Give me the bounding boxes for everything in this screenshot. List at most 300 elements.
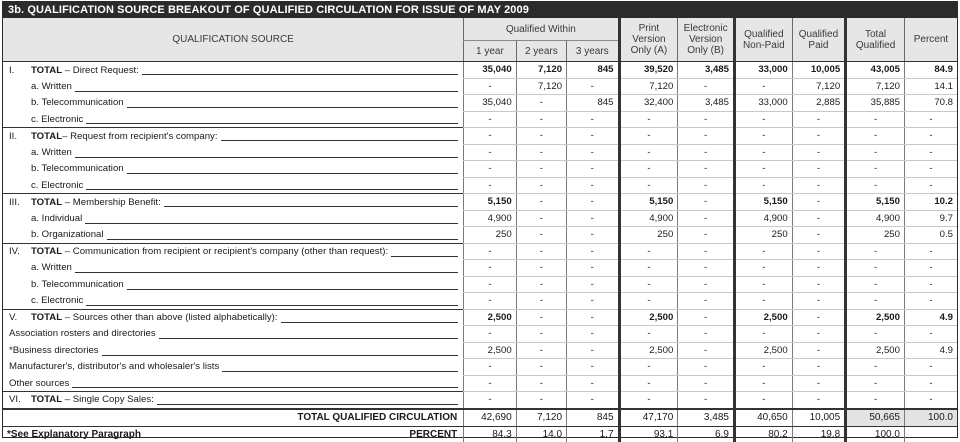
value-cell: 7,120 [846, 78, 905, 95]
value-cell: - [464, 177, 516, 194]
value-cell: - [567, 309, 620, 326]
value-cell: - [734, 78, 792, 95]
value-cell: - [567, 78, 620, 95]
source-text: Other sources [9, 377, 70, 389]
header-2-years: 2 years [516, 41, 566, 62]
value-cell: - [792, 342, 846, 359]
value-cell: - [464, 161, 516, 178]
source-label [3, 210, 464, 227]
value-cell: 32,400 [619, 95, 678, 112]
value-cell: - [567, 359, 620, 376]
source-label [3, 359, 464, 376]
value-cell: 84.9 [904, 62, 957, 79]
value-cell: - [846, 111, 905, 128]
value-cell: - [678, 128, 735, 145]
value-cell: - [619, 276, 678, 293]
value-cell: - [567, 392, 620, 409]
value-cell: - [567, 161, 620, 178]
source-text: b. Telecommunication [31, 278, 124, 290]
fill-line [9, 91, 458, 92]
value-cell: - [464, 326, 516, 343]
total-keyword: TOTAL [31, 196, 63, 208]
header-qualified-paid: Qualified Paid [792, 18, 846, 62]
value-cell: - [792, 227, 846, 244]
source-text: – Communication from recipient or recipient's company (other than request): [62, 246, 389, 257]
value-cell: 39,520 [619, 62, 678, 79]
value-cell: - [734, 260, 792, 277]
total-keyword: TOTAL [31, 130, 63, 142]
value-cell: 250 [464, 227, 516, 244]
table-row [3, 359, 957, 376]
value-cell: 250 [734, 227, 792, 244]
table-row [3, 62, 957, 79]
roman-numeral: III. [9, 196, 20, 208]
value-cell: - [464, 392, 516, 409]
value-cell: - [904, 326, 957, 343]
value-cell: - [792, 161, 846, 178]
table-row [3, 309, 957, 326]
table-row [3, 243, 957, 260]
value-cell: - [619, 293, 678, 310]
total-cell: 100.0 [904, 409, 957, 427]
value-cell: 10,005 [792, 62, 846, 79]
total-keyword: TOTAL [31, 312, 63, 323]
value-cell: - [678, 375, 735, 392]
value-cell: - [567, 194, 620, 211]
value-cell: 9.7 [904, 210, 957, 227]
value-cell: - [567, 210, 620, 227]
source-text: Manufacturer's, distributor's and wholesaler's lists [9, 361, 220, 373]
source-text: b. Telecommunication [31, 163, 124, 175]
source-text: a. Written [31, 262, 72, 274]
value-cell: - [516, 392, 566, 409]
value-cell: 2,500 [619, 309, 678, 326]
source-text: a. Written [31, 146, 72, 158]
value-cell: - [846, 359, 905, 376]
value-cell: - [464, 78, 516, 95]
value-cell: - [678, 144, 735, 161]
value-cell: - [904, 276, 957, 293]
total-cell: 42,690 [464, 409, 516, 427]
roman-numeral: VI. [9, 394, 21, 406]
value-cell: - [846, 276, 905, 293]
source-text: – Membership Benefit: [62, 196, 161, 208]
value-cell: - [516, 293, 566, 310]
table-row [3, 227, 957, 244]
value-cell: 2,500 [734, 309, 792, 326]
value-cell: 5,150 [846, 194, 905, 211]
value-cell: - [792, 260, 846, 277]
value-cell: - [464, 243, 516, 260]
source-text: c. Electronic [31, 179, 84, 191]
source-text: *Business directories [9, 344, 99, 356]
value-cell: 4.9 [904, 309, 957, 326]
value-cell: - [464, 260, 516, 277]
table-row [3, 128, 957, 145]
value-cell: 2,500 [464, 309, 516, 326]
value-cell: - [678, 260, 735, 277]
header-electronic-version: Electronic Version Only (B) [678, 18, 735, 62]
source-label [3, 78, 464, 95]
value-cell: - [846, 128, 905, 145]
total-row-label: TOTAL QUALIFIED CIRCULATION [3, 409, 464, 427]
value-cell: - [846, 392, 905, 409]
value-cell: - [792, 293, 846, 310]
value-cell: - [619, 161, 678, 178]
value-cell: - [619, 177, 678, 194]
percent-cell: 100.0 [846, 426, 905, 442]
header-1-year: 1 year [464, 41, 516, 62]
source-label [3, 227, 464, 244]
value-cell: - [846, 293, 905, 310]
total-cell: 3,485 [678, 409, 735, 427]
total-cell: 10,005 [792, 409, 846, 427]
value-cell: 14.1 [904, 78, 957, 95]
value-cell: - [619, 243, 678, 260]
value-cell: - [516, 144, 566, 161]
value-cell: - [904, 359, 957, 376]
value-cell: - [516, 111, 566, 128]
value-cell: 35,040 [464, 95, 516, 112]
value-cell: - [792, 309, 846, 326]
total-cell: 40,650 [734, 409, 792, 427]
value-cell: - [678, 177, 735, 194]
value-cell: 4,900 [846, 210, 905, 227]
table-row [3, 342, 957, 359]
value-cell: - [846, 144, 905, 161]
header-print-version: Print Version Only (A) [619, 18, 678, 62]
value-cell: - [792, 144, 846, 161]
total-keyword: TOTAL [31, 394, 63, 406]
header-qualification-source: QUALIFICATION SOURCE [3, 18, 464, 62]
source-label [3, 309, 464, 326]
qualification-source-table [3, 18, 957, 442]
value-cell: 33,000 [734, 95, 792, 112]
value-cell: - [678, 309, 735, 326]
value-cell: - [904, 128, 957, 145]
value-cell: - [904, 144, 957, 161]
value-cell: - [734, 359, 792, 376]
value-cell: - [734, 392, 792, 409]
roman-numeral: IV. [9, 246, 20, 257]
value-cell: - [734, 375, 792, 392]
value-cell: 2,500 [846, 309, 905, 326]
source-text: c. Electronic [31, 113, 84, 125]
value-cell: 2,500 [846, 342, 905, 359]
value-cell: - [516, 210, 566, 227]
value-cell: - [678, 293, 735, 310]
total-keyword: TOTAL [31, 64, 63, 76]
value-cell: - [678, 392, 735, 409]
value-cell: - [734, 161, 792, 178]
header-3-years: 3 years [567, 41, 620, 62]
table-row [3, 95, 957, 112]
value-cell: - [734, 276, 792, 293]
source-label [3, 177, 464, 194]
value-cell: - [846, 375, 905, 392]
value-cell: - [619, 260, 678, 277]
value-cell: - [464, 128, 516, 145]
source-label [3, 260, 464, 277]
value-cell: - [678, 210, 735, 227]
total-cell: 845 [567, 409, 620, 427]
value-cell: 4,900 [619, 210, 678, 227]
value-cell: - [904, 293, 957, 310]
value-cell: - [792, 210, 846, 227]
value-cell: 845 [567, 95, 620, 112]
value-cell: - [567, 260, 620, 277]
value-cell: - [904, 392, 957, 409]
source-label [3, 62, 464, 79]
value-cell: 5,150 [734, 194, 792, 211]
value-cell: 35,040 [464, 62, 516, 79]
value-cell: - [792, 276, 846, 293]
percent-cell: 19.8 [792, 426, 846, 442]
table-body [3, 62, 957, 409]
roman-numeral: V. [9, 312, 18, 323]
value-cell: 43,005 [846, 62, 905, 79]
value-cell: - [619, 144, 678, 161]
value-cell: - [678, 227, 735, 244]
value-cell: - [516, 326, 566, 343]
value-cell: - [516, 359, 566, 376]
value-cell: - [516, 276, 566, 293]
total-cell: 47,170 [619, 409, 678, 427]
value-cell: - [678, 342, 735, 359]
value-cell: - [516, 309, 566, 326]
value-cell: 2,500 [734, 342, 792, 359]
value-cell: - [516, 227, 566, 244]
table-row [3, 111, 957, 128]
source-label [3, 95, 464, 112]
value-cell: - [516, 161, 566, 178]
value-cell: - [567, 177, 620, 194]
value-cell: - [516, 375, 566, 392]
source-label [3, 111, 464, 128]
value-cell: - [792, 326, 846, 343]
source-label [3, 375, 464, 392]
value-cell: - [464, 375, 516, 392]
value-cell: 10.2 [904, 194, 957, 211]
source-text: a. Individual [31, 212, 83, 224]
value-cell: 2,500 [464, 342, 516, 359]
table-row [3, 293, 957, 310]
value-cell: - [678, 161, 735, 178]
value-cell: - [792, 243, 846, 260]
value-cell: 0.5 [904, 227, 957, 244]
value-cell: - [904, 161, 957, 178]
source-label [3, 293, 464, 310]
percent-row [3, 426, 957, 442]
value-cell: - [734, 111, 792, 128]
value-cell: - [904, 177, 957, 194]
value-cell: - [734, 293, 792, 310]
explanatory-footnote: *See Explanatory Paragraph [7, 428, 141, 440]
value-cell: 2,500 [619, 342, 678, 359]
value-cell: - [792, 375, 846, 392]
fill-line [9, 387, 458, 388]
value-cell: - [567, 326, 620, 343]
fill-line [9, 157, 458, 158]
value-cell: 5,150 [619, 194, 678, 211]
header-qualified-within: Qualified Within [464, 18, 619, 41]
percent-cell [904, 426, 957, 442]
value-cell: - [678, 276, 735, 293]
section-title: 3b. QUALIFICATION SOURCE BREAKOUT OF QUALIFIED CIRCULATION FOR ISSUE OF MAY 2009 [3, 2, 957, 18]
value-cell: - [678, 111, 735, 128]
value-cell: - [619, 375, 678, 392]
value-cell: - [792, 177, 846, 194]
value-cell: - [619, 359, 678, 376]
value-cell: 4.9 [904, 342, 957, 359]
source-text: c. Electronic [31, 295, 84, 306]
value-cell: - [464, 111, 516, 128]
value-cell: 35,885 [846, 95, 905, 112]
total-qualified-circulation-row [3, 409, 957, 427]
value-cell: - [567, 144, 620, 161]
value-cell: - [567, 342, 620, 359]
table-row [3, 392, 957, 409]
value-cell: - [792, 359, 846, 376]
value-cell: - [567, 293, 620, 310]
value-cell: - [567, 128, 620, 145]
percent-cell: 80.2 [734, 426, 792, 442]
value-cell: - [846, 161, 905, 178]
fill-line [9, 272, 458, 273]
value-cell: - [516, 177, 566, 194]
value-cell: - [516, 194, 566, 211]
value-cell: 7,120 [792, 78, 846, 95]
total-cell: 7,120 [516, 409, 566, 427]
source-text: Association rosters and directories [9, 328, 156, 340]
percent-row-label: PERCENT [409, 428, 458, 440]
value-cell: - [846, 260, 905, 277]
value-cell: - [678, 78, 735, 95]
value-cell: - [567, 276, 620, 293]
value-cell: - [464, 293, 516, 310]
source-text: b. Organizational [31, 229, 104, 240]
total-keyword: TOTAL [31, 246, 63, 257]
value-cell: - [734, 128, 792, 145]
table-row [3, 260, 957, 277]
value-cell: - [846, 177, 905, 194]
value-cell: 5,150 [464, 194, 516, 211]
value-cell: - [567, 375, 620, 392]
value-cell: - [846, 243, 905, 260]
value-cell: - [516, 342, 566, 359]
value-cell: - [734, 243, 792, 260]
percent-cell: 84.3 [464, 426, 516, 442]
percent-cell: 14.0 [516, 426, 566, 442]
source-label [3, 276, 464, 293]
header-qualified-non-paid: Qualified Non-Paid [734, 18, 792, 62]
value-cell: 2,885 [792, 95, 846, 112]
value-cell: - [567, 243, 620, 260]
value-cell: - [904, 260, 957, 277]
source-text: b. Telecommunication [31, 97, 124, 109]
percent-cell: 1.7 [567, 426, 620, 442]
value-cell: - [734, 177, 792, 194]
value-cell: - [734, 144, 792, 161]
value-cell: - [516, 243, 566, 260]
value-cell: - [792, 194, 846, 211]
source-label [3, 128, 464, 145]
source-label [3, 161, 464, 178]
table-row [3, 161, 957, 178]
value-cell: - [567, 227, 620, 244]
value-cell: 250 [619, 227, 678, 244]
value-cell: - [904, 375, 957, 392]
value-cell: - [678, 243, 735, 260]
roman-numeral: I. [9, 64, 15, 76]
value-cell: - [516, 95, 566, 112]
table-row [3, 276, 957, 293]
value-cell: - [464, 276, 516, 293]
value-cell: - [904, 111, 957, 128]
value-cell: - [516, 260, 566, 277]
value-cell: 7,120 [619, 78, 678, 95]
table-row [3, 177, 957, 194]
value-cell: - [678, 326, 735, 343]
table-row [3, 210, 957, 227]
table-row [3, 326, 957, 343]
value-cell: - [619, 392, 678, 409]
value-cell: - [464, 144, 516, 161]
value-cell: - [904, 243, 957, 260]
value-cell: 70.8 [904, 95, 957, 112]
source-text: – Single Copy Sales: [62, 394, 154, 406]
value-cell: - [678, 194, 735, 211]
header-percent: Percent [904, 18, 957, 62]
value-cell: - [734, 326, 792, 343]
total-cell: 50,665 [846, 409, 905, 427]
value-cell: - [846, 326, 905, 343]
table-row [3, 144, 957, 161]
table-row [3, 375, 957, 392]
value-cell: - [678, 359, 735, 376]
value-cell: 7,120 [516, 78, 566, 95]
source-text: a. Written [31, 80, 72, 92]
value-cell: - [619, 326, 678, 343]
value-cell: 250 [846, 227, 905, 244]
source-label [3, 392, 464, 409]
value-cell: 4,900 [464, 210, 516, 227]
source-text: – Request from recipient's company: [62, 130, 218, 142]
value-cell: - [792, 392, 846, 409]
value-cell: 4,900 [734, 210, 792, 227]
value-cell: 845 [567, 62, 620, 79]
source-label [3, 342, 464, 359]
value-cell: - [619, 128, 678, 145]
value-cell: - [619, 111, 678, 128]
value-cell: 7,120 [516, 62, 566, 79]
source-label [3, 326, 464, 343]
circulation-statement [2, 1, 958, 438]
source-text: – Direct Request: [62, 64, 139, 76]
table-row [3, 78, 957, 95]
value-cell: 3,485 [678, 95, 735, 112]
source-label [3, 243, 464, 260]
value-cell: - [516, 128, 566, 145]
source-text: – Sources other than above (listed alphabetically): [62, 312, 278, 323]
source-label [3, 144, 464, 161]
percent-cell: 6.9 [678, 426, 735, 442]
value-cell: - [464, 359, 516, 376]
value-cell: - [792, 111, 846, 128]
value-cell: 33,000 [734, 62, 792, 79]
value-cell: 3,485 [678, 62, 735, 79]
header-total-qualified: Total Qualified [846, 18, 905, 62]
